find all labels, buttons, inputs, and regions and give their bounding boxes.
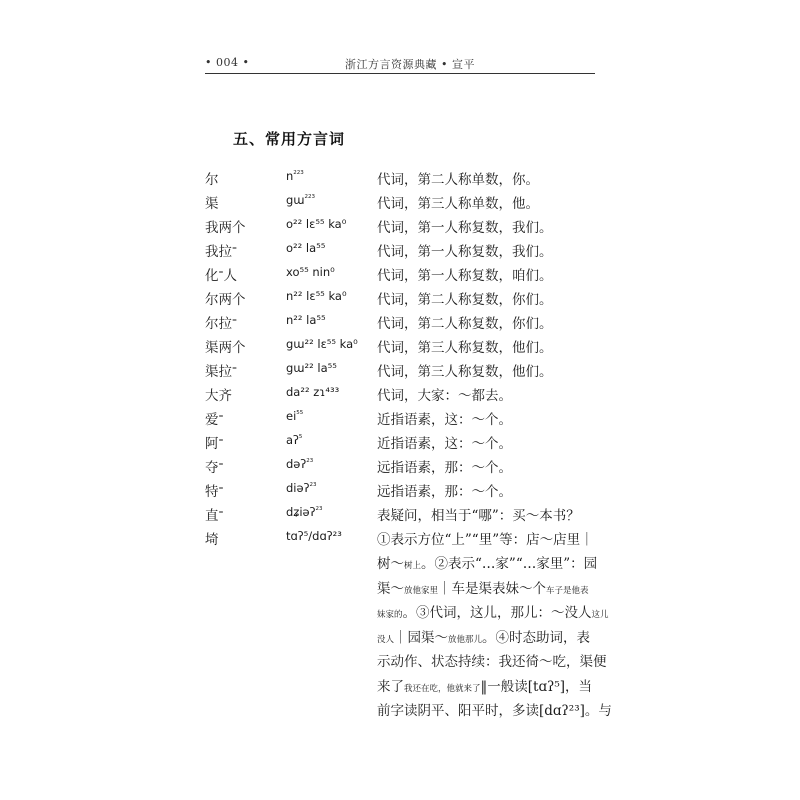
entry-row <box>0 168 800 188</box>
gloss-line <box>377 601 609 621</box>
entry-gloss: 代词，第三人称复数，他们。 <box>377 340 553 356</box>
ipa-text: da²² zɿ⁴³³ <box>286 385 340 399</box>
ipa-text: gɯ²² lɛ⁵⁵ ka⁰ <box>286 337 358 351</box>
entry-row <box>0 240 800 260</box>
tone-mark: 55 <box>296 410 304 416</box>
entry-pronunciation <box>286 409 303 423</box>
gloss-annotation: 车子是他表 <box>546 586 589 596</box>
entry-row <box>0 528 800 548</box>
gloss-line <box>377 626 597 646</box>
entry-gloss: 近指语素，这：～个。 <box>377 436 512 452</box>
gloss-text: 来了 <box>377 679 404 695</box>
entry-row <box>0 336 800 356</box>
entry-gloss: 代词，第二人称复数，你们。 <box>377 316 553 332</box>
homophone-mark: = <box>232 245 238 252</box>
running-title: 浙江方言资源典藏 • 宣平 <box>345 58 475 71</box>
entry-word: 尔两个 <box>205 292 246 308</box>
gloss-text: 示动作、状态持续：我还徛～吃，渠便 <box>377 654 607 670</box>
homophone-mark: = <box>218 485 224 492</box>
section-title: 五、常用方言词 <box>233 130 346 148</box>
gloss-text: 。②表示“…家”“…家里”：园 <box>421 556 598 572</box>
entry-word: 特= <box>205 484 224 500</box>
entry-pronunciation <box>286 337 358 351</box>
entry-row <box>0 360 800 380</box>
ipa-text: diəʔ <box>286 481 310 495</box>
entry-gloss: 远指语素，那：～个。 <box>377 484 512 500</box>
gloss-text: 前字读阴平、阳平时，多读[dɑʔ²³]。与 <box>377 703 612 719</box>
gloss-annotation: 妹家的 <box>377 610 403 620</box>
entry-gloss: 远指语素，那：～个。 <box>377 460 512 476</box>
gloss-line <box>377 699 612 719</box>
entry-pronunciation <box>286 217 346 231</box>
entry-gloss: 代词，第三人称复数，他们。 <box>377 364 553 380</box>
gloss-line <box>377 650 607 670</box>
entry-word: 我两个 <box>205 220 246 236</box>
entry-word: 渠两个 <box>205 340 246 356</box>
entry-row <box>0 504 800 524</box>
homophone-mark: = <box>218 413 224 420</box>
entry-pronunciation <box>286 505 322 519</box>
entry-pronunciation <box>286 385 339 399</box>
entry-pronunciation <box>286 193 315 207</box>
gloss-text: ‖一般读[tɑʔ⁵]，当 <box>480 679 593 695</box>
tone-mark: 23 <box>309 482 317 488</box>
tone-mark: 5 <box>298 434 303 440</box>
gloss-line <box>377 577 597 597</box>
gloss-text: 树～ <box>377 556 404 572</box>
entry-pronunciation <box>286 241 325 255</box>
entry-pronunciation <box>286 289 347 303</box>
ipa-text: o²² lɛ⁵⁵ ka⁰ <box>286 217 347 231</box>
gloss-annotation: 放他家里 <box>404 586 439 596</box>
entry-pronunciation <box>286 481 316 495</box>
gloss-text: 。④时态助词，表 <box>482 630 591 646</box>
entry-word: 埼 <box>205 532 219 548</box>
entry-pronunciation <box>286 313 326 327</box>
ipa-text: o²² la⁵⁵ <box>286 241 326 255</box>
entry-word: 渠拉= <box>205 364 238 380</box>
entry-gloss: 代词，第三人称单数，他。 <box>377 196 539 212</box>
homophone-mark: = <box>218 461 224 468</box>
gloss-annotation: 放他那儿 <box>448 635 483 645</box>
homophone-mark: = <box>218 269 224 276</box>
ipa-text: dʑiəʔ <box>286 505 316 519</box>
gloss-text: 。③代词，这儿，那儿：～没人 <box>402 605 592 621</box>
entry-pronunciation <box>286 457 313 471</box>
gloss-annotation: 树上 <box>404 561 422 571</box>
gloss-annotation: 没人 <box>377 635 395 645</box>
entry-word: 阿= <box>205 436 224 452</box>
entry-gloss: 代词，第二人称复数，你们。 <box>377 292 553 308</box>
entry-row <box>0 312 800 332</box>
ipa-text: tɑʔ⁵/dɑʔ²³ <box>286 529 342 543</box>
entry-word-suffix: 人 <box>223 268 238 284</box>
entry-word: 爱= <box>205 412 224 428</box>
entry-gloss: 代词，第二人称单数，你。 <box>377 172 539 188</box>
ipa-text: aʔ <box>286 433 299 447</box>
entry-gloss: 近指语素，这：～个。 <box>377 412 512 428</box>
homophone-mark: = <box>232 317 238 324</box>
gloss-text: ｜车是渠表妹～个 <box>438 581 547 597</box>
entry-word: 直= <box>205 508 224 524</box>
tone-mark: 23 <box>306 458 314 464</box>
entry-word: 尔 <box>205 172 219 188</box>
ipa-text: n²² la⁵⁵ <box>286 313 326 327</box>
ipa-text: ei <box>286 409 297 423</box>
entry-pronunciation <box>286 433 302 447</box>
entry-row <box>0 480 800 500</box>
homophone-mark: = <box>218 509 224 516</box>
gloss-annotation: 这儿 <box>591 610 609 620</box>
entry-gloss: 代词，第一人称复数，我们。 <box>377 220 553 236</box>
entry-row <box>0 192 800 212</box>
entry-pronunciation <box>286 529 342 543</box>
entry-gloss: ①表示方位“上”“里”等：店～店里｜ <box>377 532 594 548</box>
entry-word: 化=人 <box>205 268 238 284</box>
entry-word: 我拉= <box>205 244 238 260</box>
tone-mark: 223 <box>304 194 316 200</box>
entry-gloss: 代词，第一人称复数，咱们。 <box>377 268 553 284</box>
running-header <box>205 54 595 74</box>
header-rule <box>205 73 595 74</box>
entry-gloss: 代词，大家：～都去。 <box>377 388 512 404</box>
entry-row <box>0 432 800 452</box>
entry-pronunciation <box>286 265 335 279</box>
ipa-text: xo⁵⁵ nin⁰ <box>286 265 335 279</box>
entry-word: 渠 <box>205 196 219 212</box>
gloss-text: 渠～ <box>377 581 404 597</box>
gloss-line <box>377 552 597 572</box>
ipa-text: dəʔ <box>286 457 307 471</box>
entry-pronunciation <box>286 169 304 183</box>
ipa-text: gɯ <box>286 193 305 207</box>
tone-mark: 223 <box>293 170 304 176</box>
entry-row <box>0 288 800 308</box>
gloss-annotation: 我还在吃，他就来了 <box>404 684 481 694</box>
entry-gloss: 表疑问，相当于“哪”：买～本书？ <box>377 508 580 524</box>
gloss-text: ｜园渠～ <box>394 630 449 646</box>
ipa-text: n <box>286 169 294 183</box>
gloss-line <box>377 675 597 695</box>
entry-row <box>0 456 800 476</box>
page-number: • 004 • <box>205 56 250 69</box>
tone-mark: 23 <box>315 506 323 512</box>
ipa-text: gɯ²² la⁵⁵ <box>286 361 337 375</box>
entry-word: 夺= <box>205 460 224 476</box>
entry-row <box>0 264 800 284</box>
entry-row <box>0 408 800 428</box>
entry-gloss: 代词，第一人称复数，我们。 <box>377 244 553 260</box>
entry-row <box>0 216 800 236</box>
entry-pronunciation <box>286 361 337 375</box>
homophone-mark: = <box>218 437 224 444</box>
ipa-text: n²² lɛ⁵⁵ ka⁰ <box>286 289 347 303</box>
entry-row <box>0 384 800 404</box>
entry-word: 尔拉= <box>205 316 238 332</box>
entry-word: 大齐 <box>205 388 232 404</box>
homophone-mark: = <box>232 365 238 372</box>
